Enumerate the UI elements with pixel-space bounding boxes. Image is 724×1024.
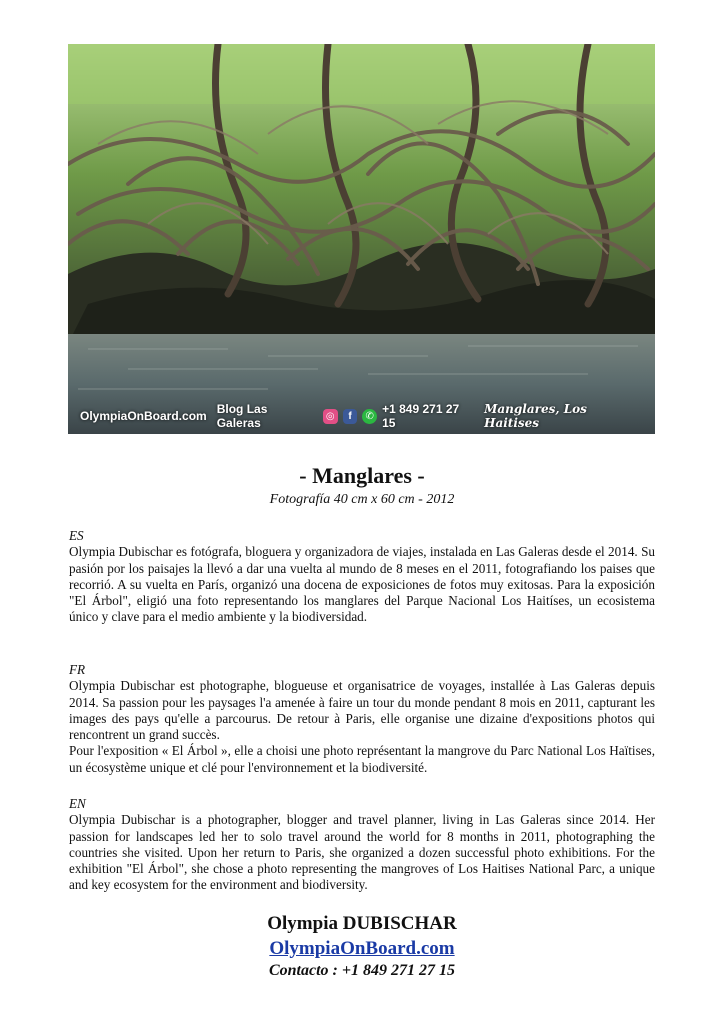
section-es-text: Olympia Dubischar es fotógrafa, bloguera y organizadora de viajes, instalada en Las Galeras desde el 2014. Su pasión por los paisajes la llevó a dar una vuelta al mundo de 8 meses en el 2011, fotografiando los paises que recorrió. A su vuelta en París, organizó una docena de exposiciones de fotos muy exitosas. Para la exposición "El Árbol", eligió una foto representando los manglares del Parque Nacional Los Haitíses, un ecosistema único y clave para el medio ambiente y la biodiversidad. [69, 544, 655, 625]
section-es-lang: ES [69, 528, 84, 543]
instagram-icon: ◎ [323, 409, 338, 424]
facebook-icon: f [343, 409, 358, 424]
page-title: - Manglares - [299, 463, 425, 488]
section-en-text: Olympia Dubischar is a photographer, blogger and travel planner, living in Las Galeras since 2014. Her passion for landscapes led her to solo travel around the world for 8 months in 2011, photographing the countries she visited. Upon her return to Paris, she organized a dozen successful photo exhibitions. For the exhibition "El Árbol", she chose a photo representing the mangroves of Los Haitises National Parc, a unique and key ecosystem for the environment and biodiversity. [69, 812, 655, 893]
whatsapp-icon: ✆ [362, 409, 377, 424]
watermark-caption: Manglares, Los Haitises [484, 402, 587, 430]
section-fr [69, 662, 655, 776]
mangrove-photo [68, 44, 655, 434]
section-fr-text: Olympia Dubischar est photographe, blogueuse et organisatrice de voyages, installée à Las Galeras depuis 2014. Sa passion pour les paysages l'a amenée à faire un tour du monde pendant 8 mois en 2011, capturant les images des pays qu'elle a parcourus. De retour à Paris, elle organise une dizaine d'expositions photos qui rencontrent un grand succès. [69, 678, 655, 743]
photo-watermark [68, 398, 655, 434]
watermark-phone: +1 849 271 27 15 [382, 402, 460, 430]
section-fr-text-2: Pour l'exposition « El Árbol », elle a choisi une photo représentant la mangrove du Parc National Los Haïtises, un écosystème unique et clé pour l'environnement et la biodiversité. [69, 743, 655, 775]
contact-line: Contacto : +1 849 271 27 15 [268, 962, 455, 979]
watermark-blog: Blog Las Galeras [216, 402, 268, 430]
watermark-site: OlympiaOnBoard.com [80, 409, 207, 423]
website-link[interactable]: OlympiaOnBoard.com [269, 938, 455, 959]
author-name: Olympia DUBISCHAR [267, 913, 457, 934]
section-en-lang: EN [69, 796, 86, 811]
section-en [69, 796, 655, 894]
mangrove-photo-image [68, 44, 655, 434]
section-es [69, 528, 655, 626]
section-fr-lang: FR [69, 662, 86, 677]
website-link-wrap [0, 938, 724, 960]
page-subtitle: Fotografía 40 cm x 60 cm - 2012 [269, 492, 455, 507]
